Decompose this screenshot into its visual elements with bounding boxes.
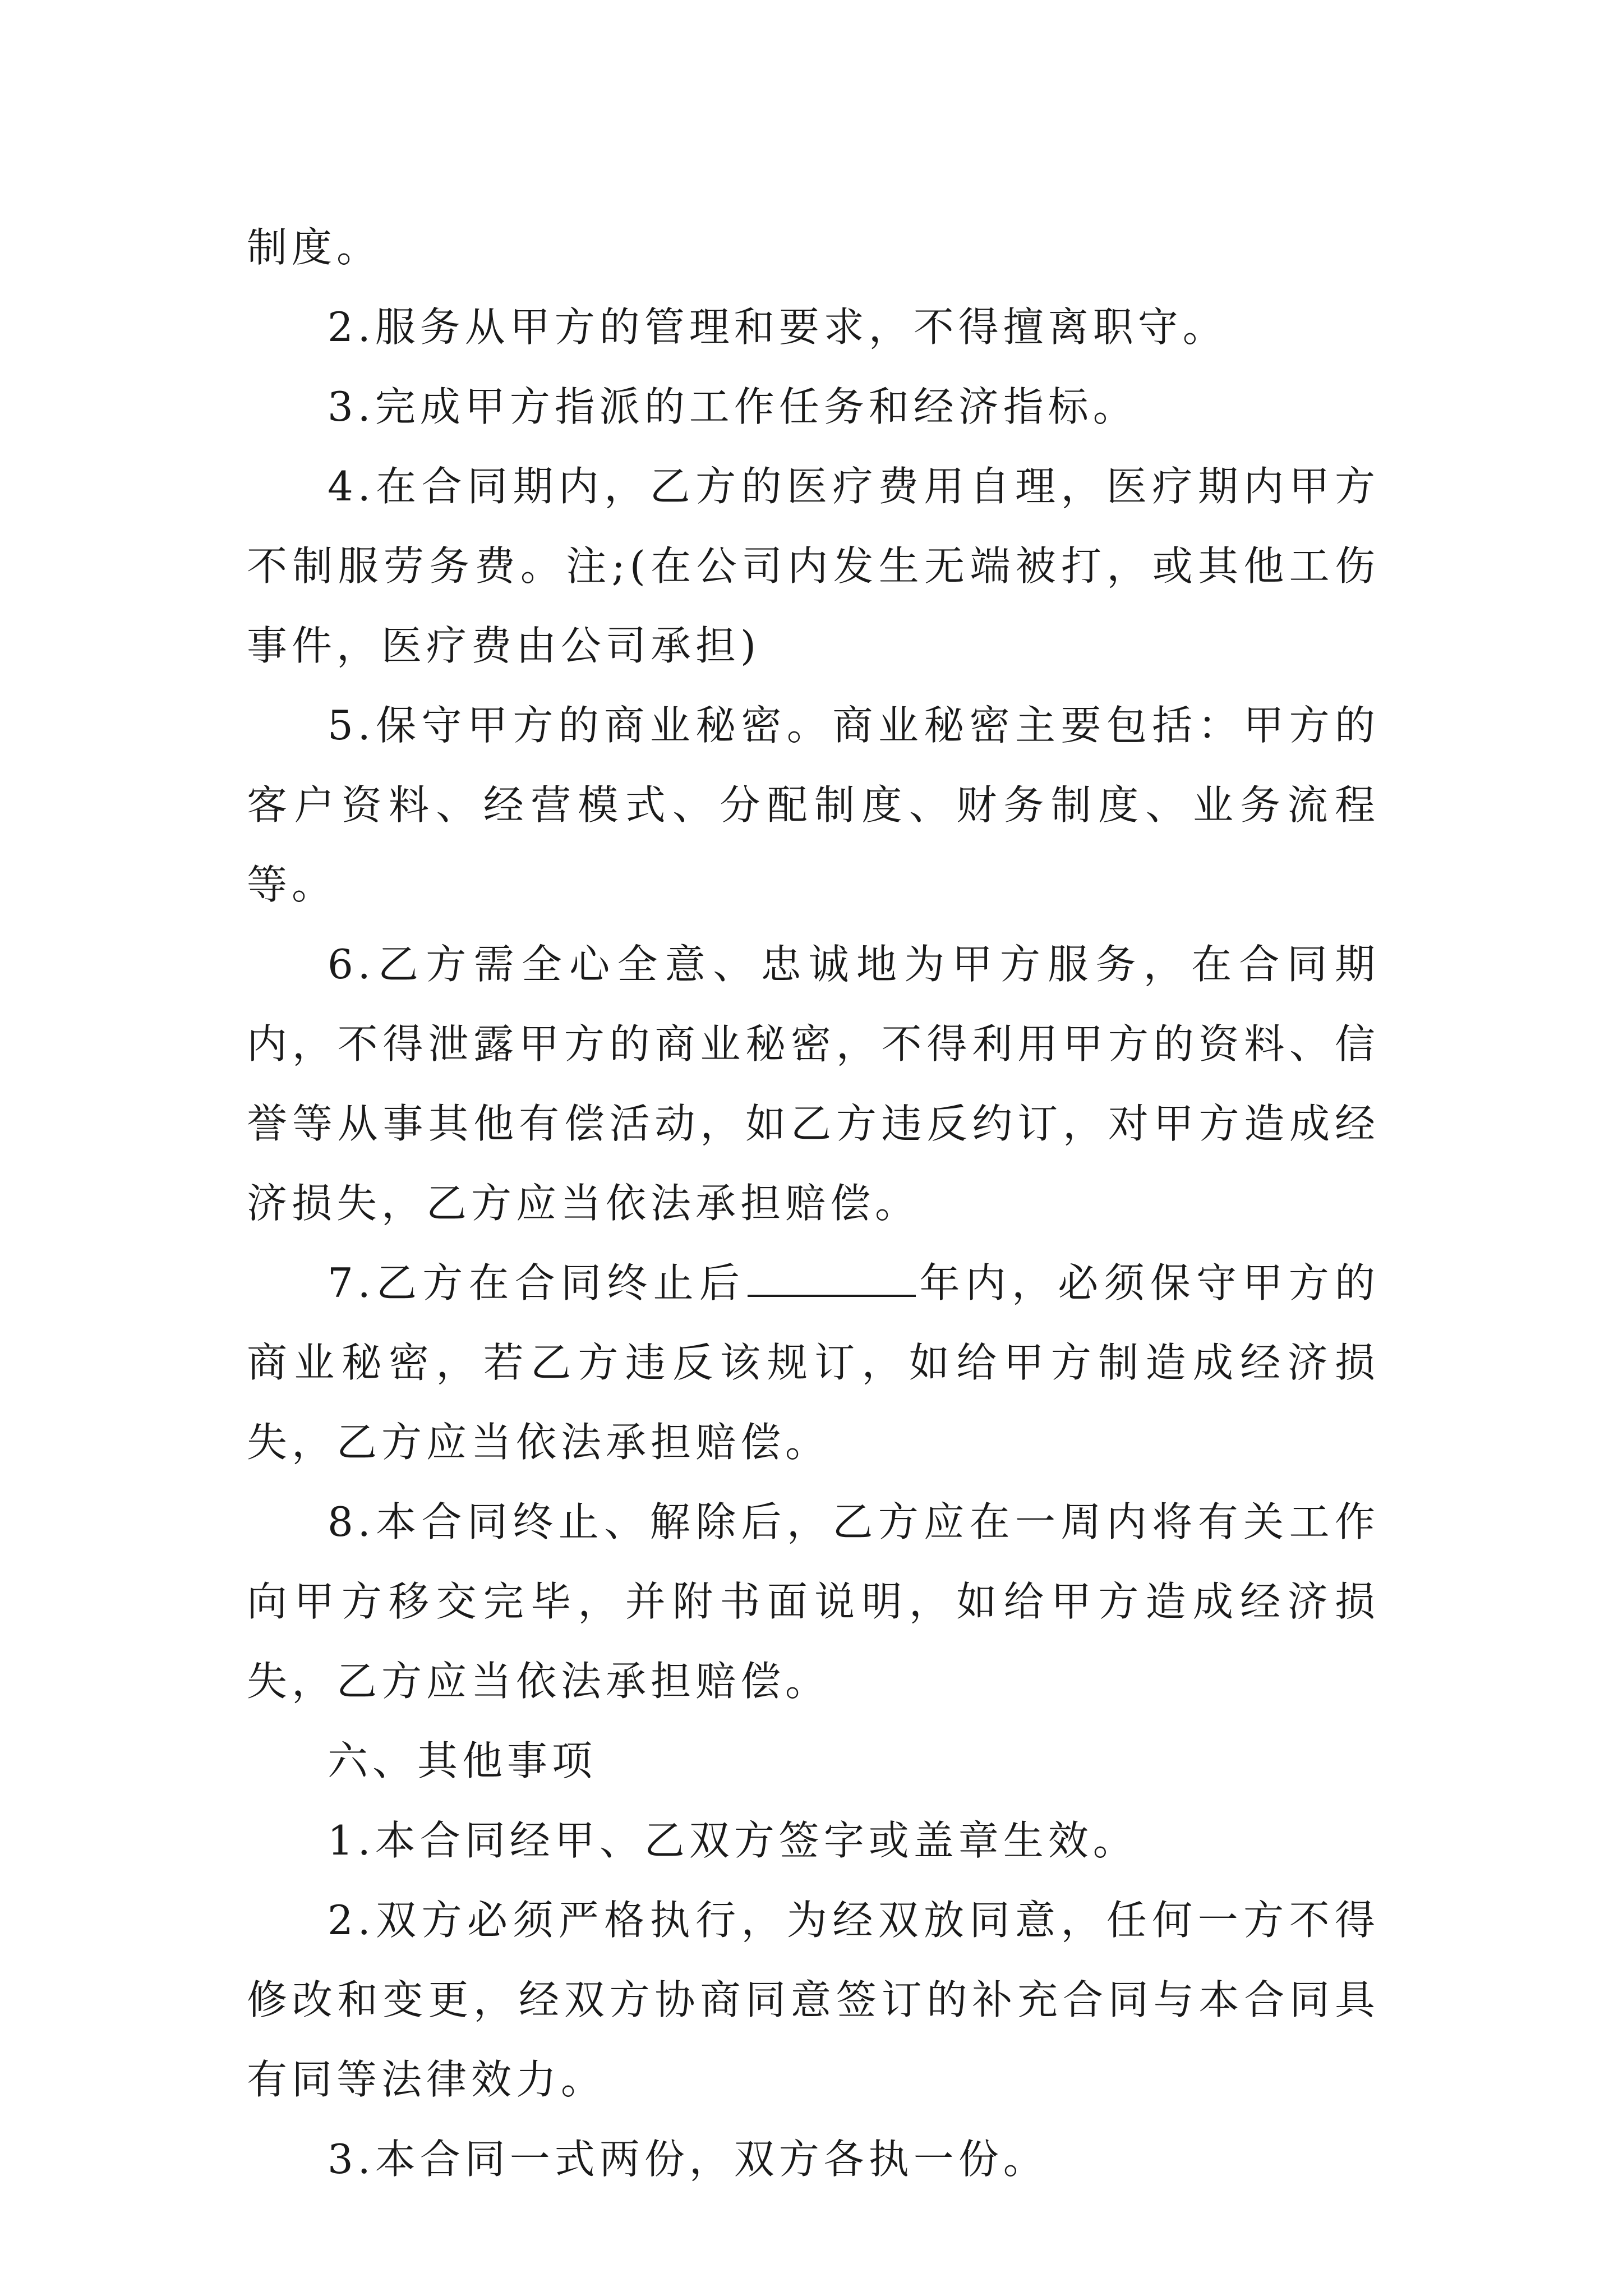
other-clause-2: 2.双方必须严格执行，为经双放同意，任何一方不得修改和变更，经双方协商同意签订的补充合同与本合同具有同等法律效力。 <box>247 1897 1380 2103</box>
paragraph-continuation: 制度。 <box>247 224 382 271</box>
other-clause-3: 3.本合同一式两份，双方各执一份。 <box>328 2136 1048 2183</box>
clause-7-prefix: 7.乙方在合同终止后 <box>328 1259 746 1306</box>
clause-6: 6.乙方需全心全意、忠诚地为甲方服务，在合同期内，不得泄露甲方的商业秘密，不得利用甲方的资料、信誉等从事其他有偿活动，如乙方违反约订，对甲方造成经济损失，乙方应当依法承担赔偿。 <box>247 941 1380 1227</box>
other-clause-1: 1.本合同经甲、乙双方签字或盖章生效。 <box>328 1817 1138 1864</box>
clause-7 <box>247 1243 1380 1482</box>
clause-3: 3.完成甲方指派的工作任务和经济指标。 <box>328 383 1138 430</box>
clause-8: 8.本合同终止、解除后，乙方应在一周内将有关工作向甲方移交完毕，并附书面说明，如给甲方造成经济损失，乙方应当依法承担赔偿。 <box>247 1498 1380 1705</box>
section-heading-other-matters: 六、其他事项 <box>328 1737 597 1784</box>
clause-2: 2.服务从甲方的管理和要求，不得擅离职守。 <box>328 303 1228 351</box>
clause-5: 5.保守甲方的商业秘密。商业秘密主要包括：甲方的客户资料、经营模式、分配制度、财务制度、业务流程等。 <box>247 702 1380 908</box>
clause-7-suffix: 年内，必须保守甲方的商业秘密，若乙方违反该规订，如给甲方制造成经济损失，乙方应当依法承担赔偿。 <box>247 1259 1380 1466</box>
clause-4: 4.在合同期内，乙方的医疗费用自理，医疗期内甲方不制服劳务费。注;(在公司内发生无端被打，或其他工伤事件，医疗费由公司承担) <box>247 463 1380 669</box>
blank-years-field[interactable] <box>748 1261 916 1297</box>
document-body <box>247 208 1380 2199</box>
